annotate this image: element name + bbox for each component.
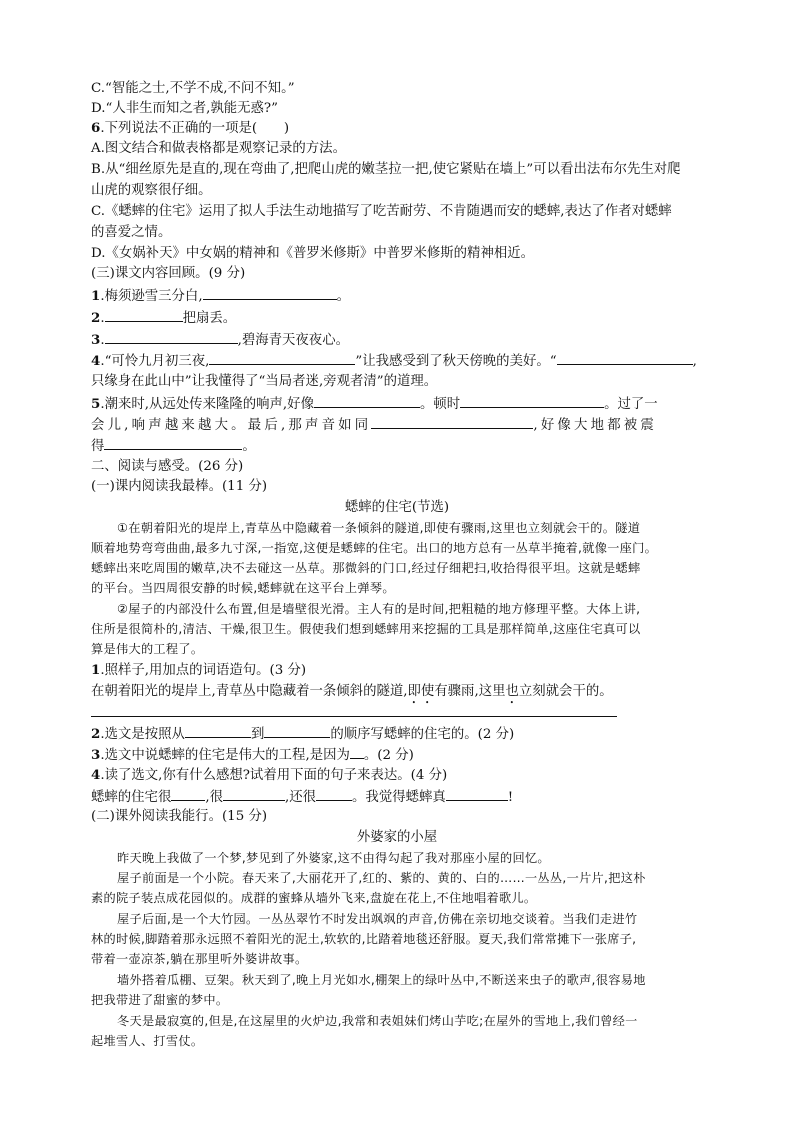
sentence-part-d: 。我觉得蟋蟀真 — [352, 790, 446, 805]
example-part-a: 在朝着阳光的堤岸上,青草丛中隐藏着一条倾斜的隧道, — [91, 684, 408, 699]
dotted-word: 也 — [505, 684, 519, 699]
recall-q2-pre: . — [100, 311, 105, 326]
q6-stem-text: .下列说法不正确的一项是( ) — [100, 121, 290, 136]
reading-q2-b: 到 — [250, 727, 265, 742]
dotted-word: 即使 — [407, 684, 435, 699]
q6-option-d: D.《女娲补天》中女娲的精神和《普罗米修斯》中普罗米修斯的精神相近。 — [91, 246, 535, 261]
q5-option-c: C.“智能之士,不学不成,不问不知。” — [91, 81, 295, 96]
reading-q3-b: 。(2 分) — [363, 748, 414, 763]
passage1-p1-line3: 蟋蟀出来吃周围的嫩草,决不去碰这一丛草。那微斜的门口,经过仔细耙扫,收拾得很平坦。这就是蟋蟀 — [91, 561, 641, 575]
example-part-c: 立刻就会干的。 — [518, 684, 613, 699]
answer-line[interactable] — [91, 716, 617, 717]
recall-q3-pre: . — [100, 333, 105, 348]
q6-option-c-line1: C.《蟋蟀的住宅》运用了拟人手法生动地描写了吃苦耐劳、不肯随遇而安的蟋蟀,表达了作者对蟋蟀 — [91, 204, 672, 219]
answer-blank[interactable] — [104, 436, 242, 450]
q6-stem — [91, 119, 703, 138]
answer-blank[interactable] — [209, 351, 355, 365]
answer-blank[interactable] — [171, 787, 205, 801]
recall-q5-line2-b: ,好像大地都被震 — [533, 418, 657, 433]
reading-q4-sentence — [91, 787, 703, 807]
recall-q1-text: .梅须逊雪三分白, — [100, 289, 203, 304]
answer-blank[interactable] — [105, 330, 238, 344]
q6-option-c-line2: 的喜爱之情。 — [91, 225, 172, 240]
reading-q1-text: .照样子,用加点的词语造句。(3 分) — [100, 663, 307, 678]
recall-q4-line1 — [91, 351, 703, 371]
question-number: 2 — [91, 726, 101, 742]
recall-q5-line1 — [91, 394, 703, 414]
sentence-part-c: ,还很 — [285, 790, 317, 805]
passage2-title: 外婆家的小屋 — [356, 830, 438, 845]
question-number: 6 — [91, 120, 101, 136]
recall-q4-part-c: , — [692, 354, 697, 369]
answer-blank[interactable] — [264, 724, 330, 738]
passage2-s3-line2: 林的时候,脚踏着那永远照不着阳光的泥土,软软的,比踏着地毯还舒服。夏天,我们常常摊下一张席子, — [91, 932, 637, 946]
passage1-p1-line2: 顺着地势弯弯曲曲,最多九寸深,一指宽,这便是蟋蟀的住宅。出口的地方总有一丛草半掩着,就像一座门。 — [91, 541, 658, 555]
answer-blank[interactable] — [185, 724, 251, 738]
passage2-s1: 昨天晚上我做了一个梦,梦见到了外婆家,这不由得勾起了我对那座小屋的回忆。 — [117, 851, 550, 865]
question-number: 3 — [91, 747, 101, 763]
answer-blank[interactable] — [223, 787, 285, 801]
question-number: 1 — [91, 662, 101, 678]
passage2-s4-line2: 把我带进了甜蜜的梦中。 — [91, 993, 229, 1007]
q6-option-b-line1: B.从“细丝原先是直的,现在弯曲了,把爬山虎的嫩茎拉一把,使它紧贴在墙上”可以看出法布尔先生对爬 — [91, 162, 681, 177]
answer-blank[interactable] — [371, 415, 533, 429]
section3-heading: (三)课文内容回顾。(9 分) — [91, 266, 246, 281]
recall-q4-part-a: .“可怜九月初三夜, — [100, 354, 210, 369]
reading-q2-a: .选文是按照从 — [100, 727, 185, 742]
passage2-s5-line1: 冬天是最寂寞的,但是,在这屋里的火炉边,我常和表姐妹们烤山芋吃;在屋外的雪地上,我们曾经一 — [117, 1014, 638, 1028]
q5-option-d: D.“人非生而知之者,孰能无惑?” — [91, 101, 278, 116]
reading-q3-a: .选文中说蟋蟀的住宅是伟大的工程,是因为 — [100, 748, 350, 763]
recall-q3 — [91, 330, 703, 350]
question-number: 2 — [91, 310, 101, 326]
recall-q1-end: 。 — [336, 289, 350, 304]
passage1-title: 蟋蟀的住宅(节选) — [344, 500, 450, 515]
sentence-part-a: 蟋蟀的住宅很 — [91, 790, 172, 805]
answer-blank[interactable] — [314, 394, 420, 408]
passage1-p2-line3: 算是伟大的工程了。 — [91, 642, 204, 656]
answer-blank[interactable] — [203, 286, 337, 300]
answer-blank[interactable] — [350, 745, 364, 759]
sentence-part-b: ,很 — [205, 790, 223, 805]
answer-blank[interactable] — [316, 787, 352, 801]
passage1-p1-line1: ①在朝着阳光的堤岸上,青草丛中隐藏着一条倾斜的隧道,即使有骤雨,这里也立刻就会干的。隧道 — [117, 521, 641, 535]
reading-q1-example — [91, 682, 703, 707]
passage1-p2-line2: 住所是很简朴的,清洁、干燥,很卫生。假使我们想到蟋蟀用来挖掘的工具是那样简单,这座住宅真可以 — [91, 622, 641, 636]
recall-q5-part-a: .潮来时,从远处传来隆隆的响声,好像 — [100, 397, 314, 412]
recall-q5-line2-a: 会儿,响声越来越大。最后,那声音如同 — [91, 418, 372, 433]
passage1-p1-line4: 的平台。当四周很安静的时候,蟋蟀就在这平台上弹琴。 — [91, 581, 395, 595]
recall-q5-line3 — [91, 436, 703, 456]
passage2-s3-line1: 屋子后面,是一个大竹园。一丛丛翠竹不时发出飒飒的声音,仿佛在亲切地交谈着。当我们走进竹 — [117, 912, 638, 926]
example-part-b: 有骤雨,这里 — [434, 684, 506, 699]
recall-q1 — [91, 286, 703, 306]
answer-blank[interactable] — [105, 308, 183, 322]
q6-option-a: A.图文结合和做表格都是观察记录的方法。 — [91, 141, 346, 156]
part2-heading: 二、阅读与感受。(26 分) — [91, 459, 244, 474]
recall-q2 — [91, 308, 703, 328]
reading-q2-c: 的顺序写蟋蟀的住宅的。(2 分) — [330, 727, 515, 742]
question-number: 4 — [91, 767, 101, 783]
answer-blank[interactable] — [446, 787, 508, 801]
passage2-s4-line1: 墙外搭着瓜棚、豆架。秋天到了,晚上月光如水,棚架上的绿叶丛中,不断送来虫子的歌声,很容易地 — [117, 973, 646, 987]
sentence-part-e: ! — [507, 790, 514, 805]
part2-sub2-heading: (二)课外阅读我能行。(15 分) — [91, 809, 268, 824]
passage2-s2-line1: 屋子前面是一个小院。春天来了,大丽花开了,红的、紫的、黄的、白的……一丛丛,一片片,把这朴 — [117, 871, 646, 885]
recall-q5-line2 — [91, 415, 703, 435]
reading-q1 — [91, 661, 703, 680]
passage2-s5-line2: 起堆雪人、打雪仗。 — [91, 1034, 204, 1048]
answer-blank[interactable] — [557, 351, 693, 365]
answer-blank[interactable] — [460, 394, 604, 408]
reading-q4-text: .读了选文,你有什么感想?试着用下面的句子来表达。(4 分) — [100, 768, 448, 783]
recall-q2-text: 把扇丢。 — [182, 311, 237, 326]
recall-q5-line3-b: 。 — [242, 439, 256, 454]
question-number: 5 — [91, 396, 101, 412]
question-number: 3 — [91, 332, 101, 348]
reading-q4 — [91, 766, 703, 785]
reading-q3 — [91, 745, 703, 765]
reading-q2 — [91, 724, 703, 744]
passage2-s2-line2: 素的院子装点成花园似的。成群的蜜蜂从墙外飞来,盘旋在花上,不住地唱着歌儿。 — [91, 891, 537, 905]
q6-option-b-line2: 山虎的观察很仔细。 — [91, 183, 212, 198]
question-number: 1 — [91, 288, 101, 304]
recall-q4-part-b: ”让我感受到了秋天傍晚的美好。“ — [355, 354, 557, 369]
recall-q5-line3-a: 得 — [91, 439, 105, 454]
passage2-s3-line3: 带着一壶凉茶,躺在那里听外婆讲故事。 — [91, 952, 308, 966]
recall-q5-part-b: 。顿时 — [419, 397, 461, 412]
passage1-p2-line1: ②屋子的内部没什么布置,但是墙壁很光滑。主人有的是时间,把粗糙的地方修理平整。大体上讲, — [117, 602, 641, 616]
part2-sub1-heading: (一)课内阅读我最棒。(11 分) — [91, 479, 268, 494]
recall-q5-part-c: 。过了一 — [604, 397, 658, 412]
recall-q4-line2: 只缘身在此山中”让我懂得了“当局者迷,旁观者清”的道理。 — [91, 374, 438, 389]
recall-q3-text: ,碧海青天夜夜心。 — [237, 333, 349, 348]
question-number: 4 — [91, 353, 101, 369]
